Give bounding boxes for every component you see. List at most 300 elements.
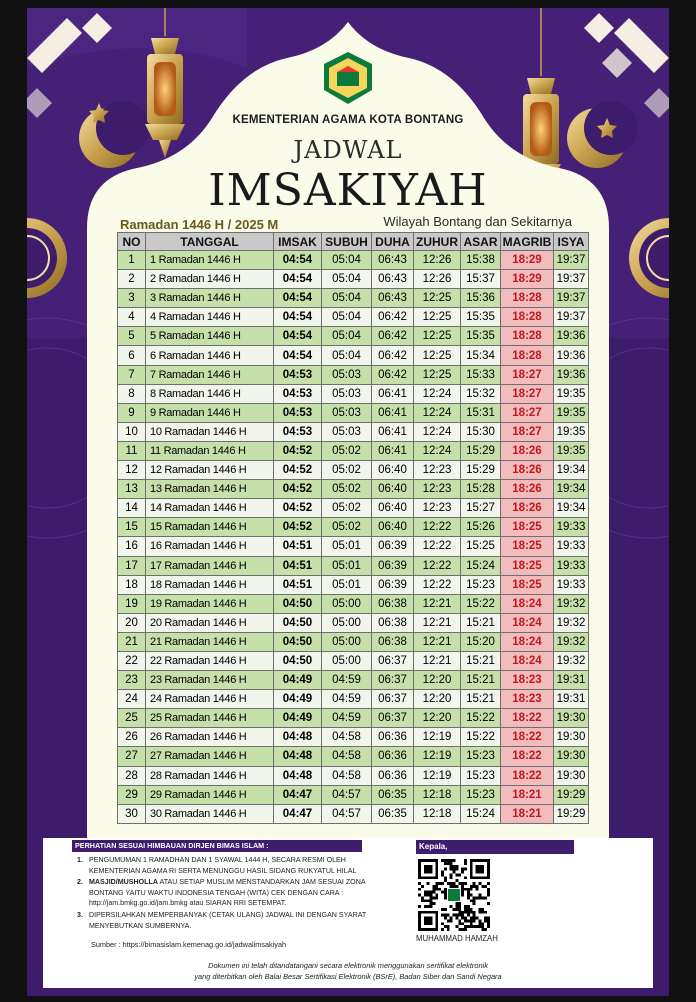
cell-duha: 06:40 bbox=[372, 461, 414, 480]
cell-subuh: 05:02 bbox=[322, 480, 372, 499]
cell-subuh: 05:04 bbox=[322, 251, 372, 270]
cell-isya: 19:36 bbox=[554, 327, 589, 346]
cell-imsak: 04:54 bbox=[274, 270, 322, 289]
cell-date: 11 Ramadan 1446 H bbox=[146, 441, 274, 460]
cell-duha: 06:38 bbox=[372, 594, 414, 613]
cell-duha: 06:35 bbox=[372, 785, 414, 804]
cell-asar: 15:23 bbox=[461, 766, 501, 785]
cell-isya: 19:30 bbox=[554, 766, 589, 785]
cell-subuh: 04:59 bbox=[322, 709, 372, 728]
cell-date: 2 Ramadan 1446 H bbox=[146, 270, 274, 289]
cell-date: 13 Ramadan 1446 H bbox=[146, 480, 274, 499]
table-row bbox=[118, 785, 589, 804]
cell-subuh: 05:00 bbox=[322, 594, 372, 613]
cell-no: 4 bbox=[118, 308, 146, 327]
cell-zuhur: 12:19 bbox=[414, 766, 461, 785]
cell-asar: 15:30 bbox=[461, 422, 501, 441]
cell-zuhur: 12:20 bbox=[414, 671, 461, 690]
cell-magrib: 18:22 bbox=[501, 709, 554, 728]
cell-subuh: 05:02 bbox=[322, 461, 372, 480]
cell-isya: 19:32 bbox=[554, 651, 589, 670]
table-row bbox=[118, 270, 589, 289]
cell-isya: 19:33 bbox=[554, 575, 589, 594]
cell-asar: 15:36 bbox=[461, 289, 501, 308]
cell-zuhur: 12:26 bbox=[414, 270, 461, 289]
cell-subuh: 05:00 bbox=[322, 651, 372, 670]
cell-duha: 06:43 bbox=[372, 289, 414, 308]
cell-zuhur: 12:20 bbox=[414, 709, 461, 728]
cell-asar: 15:22 bbox=[461, 728, 501, 747]
cell-zuhur: 12:21 bbox=[414, 594, 461, 613]
cell-zuhur: 12:24 bbox=[414, 441, 461, 460]
prayer-schedule-table bbox=[117, 232, 589, 824]
cell-date: 12 Ramadan 1446 H bbox=[146, 461, 274, 480]
cell-isya: 19:31 bbox=[554, 671, 589, 690]
cell-imsak: 04:52 bbox=[274, 518, 322, 537]
cell-zuhur: 12:25 bbox=[414, 346, 461, 365]
notes-heading: PERHATIAN SESUAI HIMBAUAN DIRJEN BIMAS ISLAM : bbox=[72, 840, 362, 852]
cell-zuhur: 12:22 bbox=[414, 518, 461, 537]
cell-zuhur: 12:23 bbox=[414, 499, 461, 518]
cell-asar: 15:29 bbox=[461, 461, 501, 480]
cell-duha: 06:37 bbox=[372, 651, 414, 670]
cell-subuh: 04:58 bbox=[322, 747, 372, 766]
cell-zuhur: 12:19 bbox=[414, 728, 461, 747]
cell-date: 18 Ramadan 1446 H bbox=[146, 575, 274, 594]
cell-duha: 06:42 bbox=[372, 308, 414, 327]
cell-imsak: 04:52 bbox=[274, 441, 322, 460]
cell-no: 18 bbox=[118, 575, 146, 594]
cell-asar: 15:23 bbox=[461, 747, 501, 766]
ministry-name: KEMENTERIAN AGAMA KOTA BONTANG bbox=[232, 114, 464, 126]
cell-asar: 15:32 bbox=[461, 384, 501, 403]
cell-magrib: 18:24 bbox=[501, 594, 554, 613]
cell-asar: 15:21 bbox=[461, 651, 501, 670]
cell-asar: 15:34 bbox=[461, 346, 501, 365]
cell-asar: 15:21 bbox=[461, 671, 501, 690]
title-imsakiyah: IMSAKIYAH bbox=[208, 165, 488, 216]
column-header: ZUHUR bbox=[414, 233, 461, 251]
cell-zuhur: 12:20 bbox=[414, 690, 461, 709]
cell-asar: 15:21 bbox=[461, 690, 501, 709]
cell-subuh: 05:01 bbox=[322, 537, 372, 556]
table-row bbox=[118, 422, 589, 441]
cell-subuh: 05:03 bbox=[322, 365, 372, 384]
note-number: 2. bbox=[77, 878, 83, 887]
note-item bbox=[77, 910, 367, 931]
cell-no: 29 bbox=[118, 785, 146, 804]
cell-subuh: 05:04 bbox=[322, 308, 372, 327]
cell-magrib: 18:24 bbox=[501, 632, 554, 651]
cell-isya: 19:30 bbox=[554, 709, 589, 728]
cell-date: 8 Ramadan 1446 H bbox=[146, 384, 274, 403]
cell-asar: 15:35 bbox=[461, 327, 501, 346]
cell-duha: 06:38 bbox=[372, 632, 414, 651]
cell-date: 1 Ramadan 1446 H bbox=[146, 251, 274, 270]
cell-date: 15 Ramadan 1446 H bbox=[146, 518, 274, 537]
cell-imsak: 04:54 bbox=[274, 346, 322, 365]
cell-duha: 06:42 bbox=[372, 365, 414, 384]
cell-date: 27 Ramadan 1446 H bbox=[146, 747, 274, 766]
table-row bbox=[118, 728, 589, 747]
cell-duha: 06:43 bbox=[372, 251, 414, 270]
column-header: ISYA bbox=[554, 233, 589, 251]
cell-zuhur: 12:21 bbox=[414, 632, 461, 651]
cell-isya: 19:31 bbox=[554, 690, 589, 709]
cell-date: 20 Ramadan 1446 H bbox=[146, 613, 274, 632]
cell-date: 10 Ramadan 1446 H bbox=[146, 422, 274, 441]
cell-duha: 06:41 bbox=[372, 403, 414, 422]
cell-imsak: 04:53 bbox=[274, 403, 322, 422]
cell-no: 11 bbox=[118, 441, 146, 460]
table-row bbox=[118, 365, 589, 384]
cell-asar: 15:23 bbox=[461, 575, 501, 594]
cell-subuh: 05:04 bbox=[322, 289, 372, 308]
cell-duha: 06:39 bbox=[372, 537, 414, 556]
cell-zuhur: 12:22 bbox=[414, 537, 461, 556]
cell-isya: 19:37 bbox=[554, 270, 589, 289]
table-row bbox=[118, 384, 589, 403]
cell-no: 15 bbox=[118, 518, 146, 537]
table-row bbox=[118, 613, 589, 632]
table-header-row bbox=[118, 233, 589, 251]
cell-magrib: 18:28 bbox=[501, 346, 554, 365]
cell-no: 19 bbox=[118, 594, 146, 613]
cell-asar: 15:28 bbox=[461, 480, 501, 499]
cell-subuh: 05:00 bbox=[322, 613, 372, 632]
cell-imsak: 04:49 bbox=[274, 709, 322, 728]
cell-date: 25 Ramadan 1446 H bbox=[146, 709, 274, 728]
cell-imsak: 04:53 bbox=[274, 384, 322, 403]
cell-duha: 06:41 bbox=[372, 422, 414, 441]
cell-no: 24 bbox=[118, 690, 146, 709]
doc-note-line2: yang diterbitkan oleh Balai Besar Sertifikasi Elektronik (BSrE), Badan Siber dan Sandi Negara bbox=[194, 972, 502, 981]
cell-no: 23 bbox=[118, 671, 146, 690]
cell-imsak: 04:52 bbox=[274, 461, 322, 480]
cell-asar: 15:21 bbox=[461, 613, 501, 632]
cell-asar: 15:35 bbox=[461, 308, 501, 327]
cell-date: 9 Ramadan 1446 H bbox=[146, 403, 274, 422]
table-row bbox=[118, 403, 589, 422]
note-strong: MASJID/MUSHOLLA bbox=[89, 878, 158, 887]
table-row bbox=[118, 594, 589, 613]
cell-magrib: 18:25 bbox=[501, 556, 554, 575]
cell-asar: 15:37 bbox=[461, 270, 501, 289]
cell-asar: 15:27 bbox=[461, 499, 501, 518]
cell-no: 7 bbox=[118, 365, 146, 384]
cell-asar: 15:26 bbox=[461, 518, 501, 537]
cell-magrib: 18:28 bbox=[501, 308, 554, 327]
cell-isya: 19:29 bbox=[554, 785, 589, 804]
cell-subuh: 05:01 bbox=[322, 575, 372, 594]
column-header: SUBUH bbox=[322, 233, 372, 251]
table-row bbox=[118, 709, 589, 728]
cell-no: 1 bbox=[118, 251, 146, 270]
table-row bbox=[118, 480, 589, 499]
table-row bbox=[118, 671, 589, 690]
cell-zuhur: 12:23 bbox=[414, 480, 461, 499]
cell-asar: 15:24 bbox=[461, 556, 501, 575]
signer-name: MUHAMMAD HAMZAH bbox=[416, 934, 498, 943]
cell-no: 25 bbox=[118, 709, 146, 728]
cell-zuhur: 12:25 bbox=[414, 365, 461, 384]
cell-imsak: 04:50 bbox=[274, 651, 322, 670]
cell-imsak: 04:51 bbox=[274, 575, 322, 594]
cell-duha: 06:36 bbox=[372, 728, 414, 747]
cell-duha: 06:43 bbox=[372, 270, 414, 289]
cell-no: 20 bbox=[118, 613, 146, 632]
cell-zuhur: 12:21 bbox=[414, 613, 461, 632]
cell-no: 16 bbox=[118, 537, 146, 556]
cell-magrib: 18:27 bbox=[501, 384, 554, 403]
note-item bbox=[77, 877, 367, 909]
cell-no: 2 bbox=[118, 270, 146, 289]
cell-imsak: 04:54 bbox=[274, 289, 322, 308]
cell-asar: 15:20 bbox=[461, 632, 501, 651]
cell-magrib: 18:24 bbox=[501, 651, 554, 670]
notes-list bbox=[77, 855, 367, 932]
table-body bbox=[118, 251, 589, 824]
cell-isya: 19:33 bbox=[554, 556, 589, 575]
cell-zuhur: 12:18 bbox=[414, 804, 461, 823]
cell-duha: 06:36 bbox=[372, 747, 414, 766]
cell-isya: 19:34 bbox=[554, 499, 589, 518]
cell-isya: 19:34 bbox=[554, 480, 589, 499]
cell-zuhur: 12:25 bbox=[414, 289, 461, 308]
cell-date: 29 Ramadan 1446 H bbox=[146, 785, 274, 804]
cell-magrib: 18:27 bbox=[501, 365, 554, 384]
column-header: NO bbox=[118, 233, 146, 251]
cell-date: 26 Ramadan 1446 H bbox=[146, 728, 274, 747]
table-row bbox=[118, 251, 589, 270]
cell-duha: 06:39 bbox=[372, 575, 414, 594]
cell-isya: 19:34 bbox=[554, 461, 589, 480]
cell-subuh: 05:00 bbox=[322, 632, 372, 651]
cell-date: 30 Ramadan 1446 H bbox=[146, 804, 274, 823]
table-row bbox=[118, 499, 589, 518]
cell-magrib: 18:26 bbox=[501, 441, 554, 460]
cell-date: 3 Ramadan 1446 H bbox=[146, 289, 274, 308]
cell-date: 28 Ramadan 1446 H bbox=[146, 766, 274, 785]
cell-asar: 15:23 bbox=[461, 785, 501, 804]
cell-isya: 19:35 bbox=[554, 441, 589, 460]
cell-zuhur: 12:24 bbox=[414, 422, 461, 441]
table-row bbox=[118, 327, 589, 346]
cell-isya: 19:33 bbox=[554, 537, 589, 556]
cell-date: 4 Ramadan 1446 H bbox=[146, 308, 274, 327]
cell-date: 19 Ramadan 1446 H bbox=[146, 594, 274, 613]
cell-subuh: 04:57 bbox=[322, 804, 372, 823]
cell-isya: 19:29 bbox=[554, 804, 589, 823]
title-jadwal: JADWAL bbox=[293, 136, 403, 164]
column-header: TANGGAL bbox=[146, 233, 274, 251]
cell-subuh: 05:04 bbox=[322, 327, 372, 346]
cell-date: 5 Ramadan 1446 H bbox=[146, 327, 274, 346]
cell-zuhur: 12:26 bbox=[414, 251, 461, 270]
cell-asar: 15:38 bbox=[461, 251, 501, 270]
table-row bbox=[118, 632, 589, 651]
cell-zuhur: 12:21 bbox=[414, 651, 461, 670]
cell-zuhur: 12:25 bbox=[414, 327, 461, 346]
cell-magrib: 18:28 bbox=[501, 289, 554, 308]
cell-no: 9 bbox=[118, 403, 146, 422]
cell-duha: 06:41 bbox=[372, 441, 414, 460]
cell-imsak: 04:50 bbox=[274, 632, 322, 651]
signature-heading: Kepala, bbox=[416, 840, 574, 854]
cell-subuh: 05:03 bbox=[322, 384, 372, 403]
qr-code-icon bbox=[418, 859, 490, 931]
cell-date: 21 Ramadan 1446 H bbox=[146, 632, 274, 651]
cell-date: 7 Ramadan 1446 H bbox=[146, 365, 274, 384]
cell-magrib: 18:26 bbox=[501, 499, 554, 518]
cell-magrib: 18:29 bbox=[501, 251, 554, 270]
note-text: DIPERSILAHKAN MEMPERBANYAK (CETAK ULANG) JADWAL INI DENGAN SYARAT MENYEBUTKAN SUMBERNYA. bbox=[89, 910, 367, 930]
cell-date: 16 Ramadan 1446 H bbox=[146, 537, 274, 556]
note-item bbox=[77, 855, 367, 876]
cell-duha: 06:39 bbox=[372, 556, 414, 575]
table-row bbox=[118, 747, 589, 766]
cell-imsak: 04:51 bbox=[274, 556, 322, 575]
cell-imsak: 04:54 bbox=[274, 327, 322, 346]
cell-imsak: 04:52 bbox=[274, 499, 322, 518]
cell-magrib: 18:23 bbox=[501, 690, 554, 709]
cell-no: 10 bbox=[118, 422, 146, 441]
cell-date: 6 Ramadan 1446 H bbox=[146, 346, 274, 365]
cell-subuh: 05:04 bbox=[322, 270, 372, 289]
cell-isya: 19:35 bbox=[554, 384, 589, 403]
cell-asar: 15:22 bbox=[461, 594, 501, 613]
ramadan-year-label: Ramadan 1446 H / 2025 M bbox=[120, 217, 279, 232]
cell-subuh: 04:58 bbox=[322, 766, 372, 785]
column-header: IMSAK bbox=[274, 233, 322, 251]
cell-subuh: 05:03 bbox=[322, 422, 372, 441]
cell-magrib: 18:26 bbox=[501, 461, 554, 480]
cell-imsak: 04:52 bbox=[274, 480, 322, 499]
cell-imsak: 04:48 bbox=[274, 728, 322, 747]
cell-magrib: 18:27 bbox=[501, 403, 554, 422]
cell-isya: 19:30 bbox=[554, 728, 589, 747]
cell-date: 24 Ramadan 1446 H bbox=[146, 690, 274, 709]
region-label: Wilayah Bontang dan Sekitarnya bbox=[383, 214, 572, 229]
cell-subuh: 05:04 bbox=[322, 346, 372, 365]
cell-duha: 06:37 bbox=[372, 709, 414, 728]
cell-magrib: 18:25 bbox=[501, 518, 554, 537]
cell-imsak: 04:49 bbox=[274, 690, 322, 709]
table-row bbox=[118, 518, 589, 537]
cell-no: 6 bbox=[118, 346, 146, 365]
cell-no: 27 bbox=[118, 747, 146, 766]
cell-duha: 06:37 bbox=[372, 671, 414, 690]
cell-zuhur: 12:22 bbox=[414, 556, 461, 575]
cell-no: 13 bbox=[118, 480, 146, 499]
table-row bbox=[118, 651, 589, 670]
cell-magrib: 18:22 bbox=[501, 728, 554, 747]
cell-zuhur: 12:24 bbox=[414, 403, 461, 422]
cell-zuhur: 12:19 bbox=[414, 747, 461, 766]
cell-subuh: 05:02 bbox=[322, 518, 372, 537]
cell-no: 8 bbox=[118, 384, 146, 403]
cell-no: 14 bbox=[118, 499, 146, 518]
cell-magrib: 18:22 bbox=[501, 766, 554, 785]
cell-isya: 19:37 bbox=[554, 308, 589, 327]
cell-magrib: 18:28 bbox=[501, 327, 554, 346]
cell-duha: 06:41 bbox=[372, 384, 414, 403]
cell-no: 3 bbox=[118, 289, 146, 308]
cell-duha: 06:42 bbox=[372, 346, 414, 365]
table-row bbox=[118, 346, 589, 365]
doc-note-line1: Dokumen ini telah ditandatangani secara elektronik menggunakan sertifikat elektronik bbox=[208, 961, 488, 970]
imsakiyah-poster bbox=[27, 8, 669, 996]
source-link: Sumber : https://bimasislam.kemenag.go.id/jadwalimsakiyah bbox=[91, 940, 287, 949]
cell-isya: 19:33 bbox=[554, 518, 589, 537]
cell-magrib: 18:25 bbox=[501, 537, 554, 556]
table-row bbox=[118, 461, 589, 480]
cell-magrib: 18:29 bbox=[501, 270, 554, 289]
table-row bbox=[118, 690, 589, 709]
cell-isya: 19:37 bbox=[554, 289, 589, 308]
column-header: ASAR bbox=[461, 233, 501, 251]
cell-magrib: 18:21 bbox=[501, 804, 554, 823]
cell-subuh: 05:02 bbox=[322, 441, 372, 460]
cell-imsak: 04:49 bbox=[274, 671, 322, 690]
cell-isya: 19:32 bbox=[554, 613, 589, 632]
cell-imsak: 04:48 bbox=[274, 747, 322, 766]
cell-asar: 15:25 bbox=[461, 537, 501, 556]
cell-imsak: 04:51 bbox=[274, 537, 322, 556]
cell-isya: 19:36 bbox=[554, 365, 589, 384]
cell-no: 26 bbox=[118, 728, 146, 747]
cell-magrib: 18:24 bbox=[501, 613, 554, 632]
cell-zuhur: 12:22 bbox=[414, 575, 461, 594]
cell-imsak: 04:50 bbox=[274, 594, 322, 613]
cell-magrib: 18:22 bbox=[501, 747, 554, 766]
table-row bbox=[118, 804, 589, 823]
table-row bbox=[118, 556, 589, 575]
cell-asar: 15:22 bbox=[461, 709, 501, 728]
cell-imsak: 04:47 bbox=[274, 804, 322, 823]
cell-isya: 19:32 bbox=[554, 632, 589, 651]
cell-isya: 19:32 bbox=[554, 594, 589, 613]
cell-duha: 06:38 bbox=[372, 613, 414, 632]
cell-date: 14 Ramadan 1446 H bbox=[146, 499, 274, 518]
cell-duha: 06:42 bbox=[372, 327, 414, 346]
column-header: DUHA bbox=[372, 233, 414, 251]
cell-asar: 15:31 bbox=[461, 403, 501, 422]
cell-subuh: 05:02 bbox=[322, 499, 372, 518]
cell-duha: 06:36 bbox=[372, 766, 414, 785]
cell-imsak: 04:48 bbox=[274, 766, 322, 785]
cell-isya: 19:37 bbox=[554, 251, 589, 270]
cell-imsak: 04:50 bbox=[274, 613, 322, 632]
cell-isya: 19:30 bbox=[554, 747, 589, 766]
cell-subuh: 05:03 bbox=[322, 403, 372, 422]
cell-no: 5 bbox=[118, 327, 146, 346]
e-signature-note bbox=[67, 960, 629, 982]
cell-magrib: 18:21 bbox=[501, 785, 554, 804]
cell-subuh: 04:59 bbox=[322, 690, 372, 709]
cell-magrib: 18:27 bbox=[501, 422, 554, 441]
table-row bbox=[118, 766, 589, 785]
cell-zuhur: 12:24 bbox=[414, 384, 461, 403]
note-number: 3. bbox=[77, 910, 83, 919]
cell-subuh: 05:01 bbox=[322, 556, 372, 575]
cell-magrib: 18:23 bbox=[501, 671, 554, 690]
cell-date: 22 Ramadan 1446 H bbox=[146, 651, 274, 670]
cell-duha: 06:40 bbox=[372, 518, 414, 537]
cell-asar: 15:24 bbox=[461, 804, 501, 823]
cell-subuh: 04:58 bbox=[322, 728, 372, 747]
cell-isya: 19:35 bbox=[554, 403, 589, 422]
